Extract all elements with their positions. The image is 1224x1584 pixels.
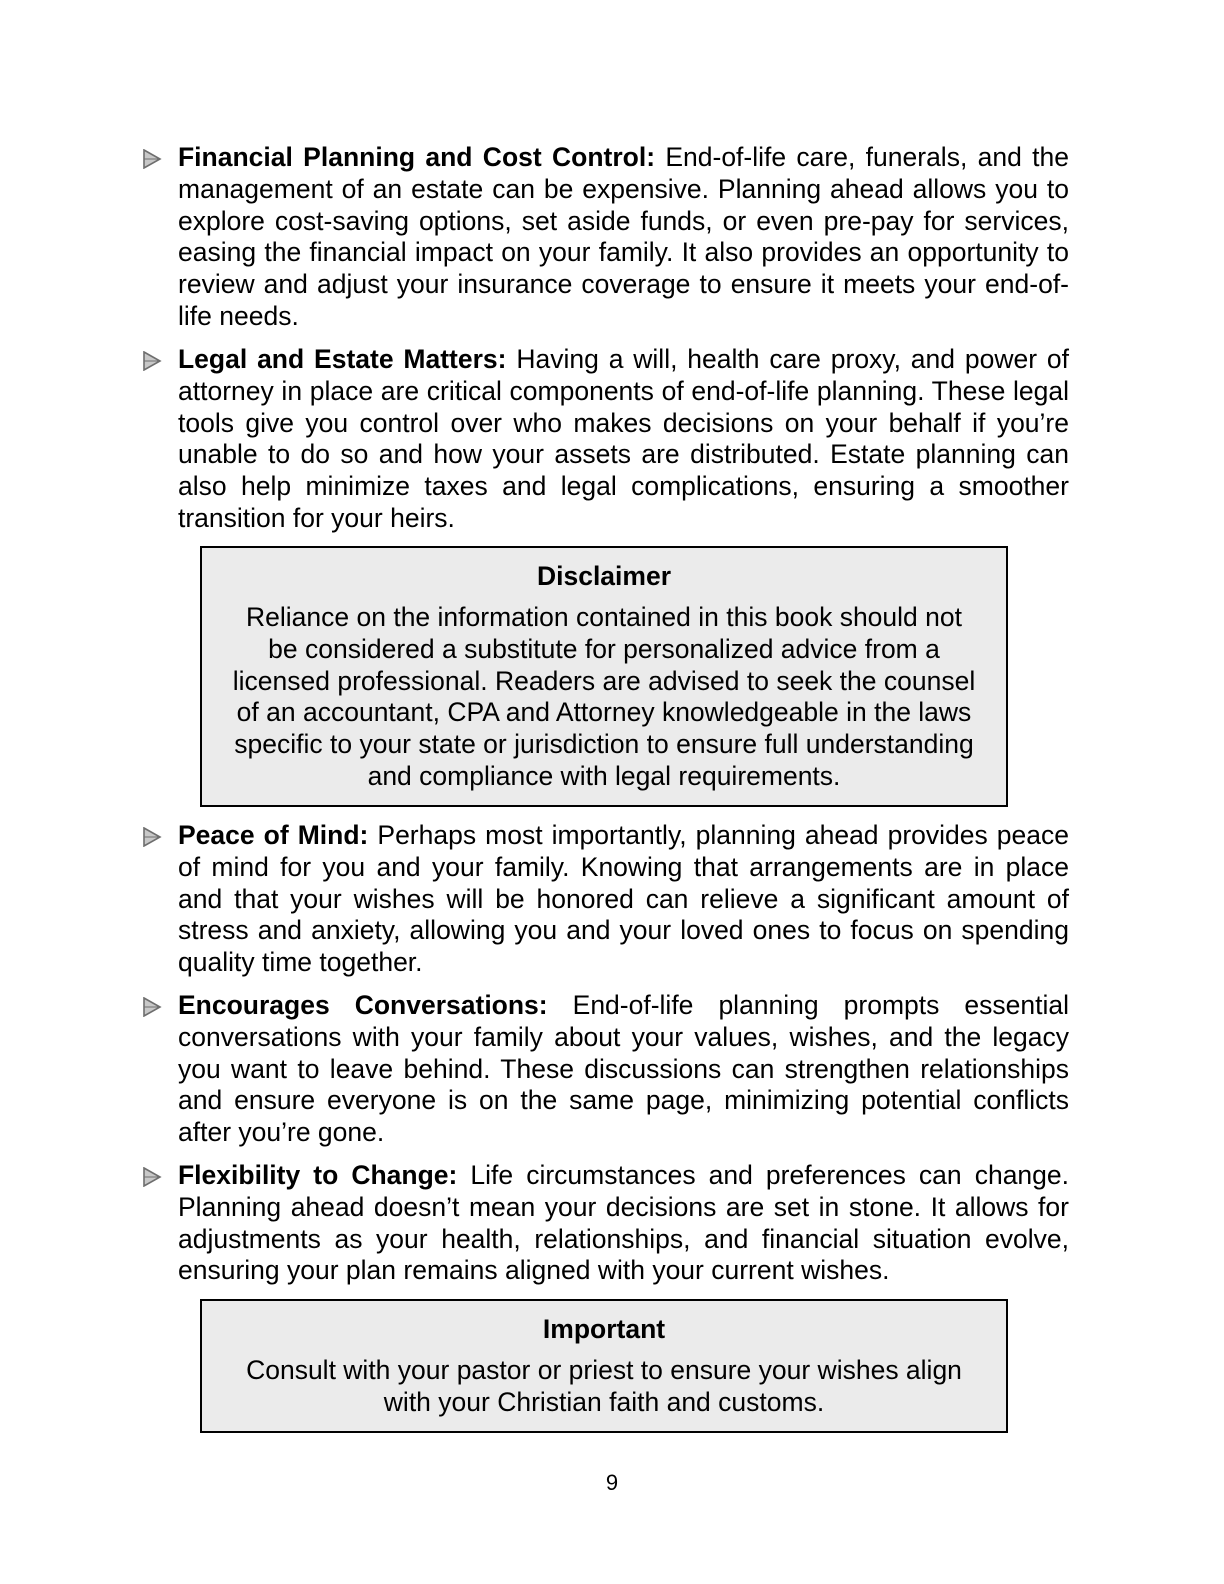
bullet-heading: Peace of Mind: xyxy=(178,820,369,850)
bullet-encourages-conversations xyxy=(178,990,1069,1149)
bullet-heading: Financial Planning and Cost Control: xyxy=(178,142,656,172)
page-number: 9 xyxy=(605,1470,619,1495)
triangle-bullet-icon xyxy=(142,351,162,371)
triangle-bullet-icon xyxy=(142,1167,162,1187)
bullet-financial-planning xyxy=(178,142,1069,333)
bullet-text: End-of-life planning prompts essential conversations with your family about your values, wishes, and the legacy you want to leave behind. These discussions can strengthen relationships and ensure everyone is on the same page, minimizing potential conflicts after you’re gone. xyxy=(178,990,1070,1148)
triangle-bullet-icon xyxy=(142,149,162,169)
disclaimer-line: specific to your state or jurisdiction to ensure full understanding xyxy=(234,729,974,760)
disclaimer-line: and compliance with legal requirements. xyxy=(367,760,841,791)
important-title: Important xyxy=(542,1314,666,1344)
triangle-bullet-icon xyxy=(142,997,162,1017)
bullet-heading: Encourages Conversations: xyxy=(178,990,548,1020)
bullet-flexibility xyxy=(178,1160,1069,1287)
bullet-text: Life circumstances and preferences can change. Planning ahead doesn’t mean your decisions are set in stone. It allows for adjustments as your health, relationships, and financial situation evolve, ensuring your plan remains aligned with your current wishes. xyxy=(178,1160,1070,1286)
important-box xyxy=(200,1299,1008,1433)
bullet-heading: Flexibility to Change: xyxy=(178,1160,458,1190)
bullet-text: End-of-life care, funerals, and the management of an estate can be expensive. Planning ahead allows you to explore cost-saving options, set aside funds, or even pre-pay for services, easing the financial impact on your family. It also provides an opportunity to review and adjust your insurance coverage to ensure it meets your end-of-life needs. xyxy=(178,142,1069,331)
disclaimer-box xyxy=(200,546,1008,807)
disclaimer-line: of an accountant, CPA and Attorney knowledgeable in the laws xyxy=(236,697,972,728)
triangle-bullet-icon xyxy=(142,827,162,847)
bullet-heading: Legal and Estate Matters: xyxy=(178,344,507,374)
disclaimer-line: licensed professional. Readers are advised to seek the counsel xyxy=(232,665,976,696)
bullet-text: Perhaps most importantly, planning ahead provides peace of mind for you and your family. Knowing that arrangements are in place and that your wishes will be honored can relieve a significant amount of stress and anxiety, allowing you and your loved ones to focus on spending quality time together. xyxy=(178,820,1069,978)
important-line: with your Christian faith and customs. xyxy=(383,1386,825,1417)
bullet-text: Having a will, health care proxy, and power of attorney in place are critical components of end-of-life planning. These legal tools give you control over who makes decisions on your behalf if you’re unable to do so and how your assets are distributed. Estate planning can also help minimize taxes and legal complications, ensuring a smoother transition for your heirs. xyxy=(178,344,1069,533)
important-body xyxy=(202,1355,1006,1419)
important-line: Consult with your pastor or priest to ensure your wishes align xyxy=(246,1355,962,1385)
bullet-legal-estate xyxy=(178,344,1069,535)
disclaimer-body xyxy=(202,602,1006,793)
disclaimer-title: Disclaimer xyxy=(536,561,672,591)
disclaimer-line: be considered a substitute for personalized advice from a xyxy=(268,633,940,664)
bullet-peace-of-mind xyxy=(178,820,1069,979)
disclaimer-line: Reliance on the information contained in this book should not xyxy=(246,602,962,632)
